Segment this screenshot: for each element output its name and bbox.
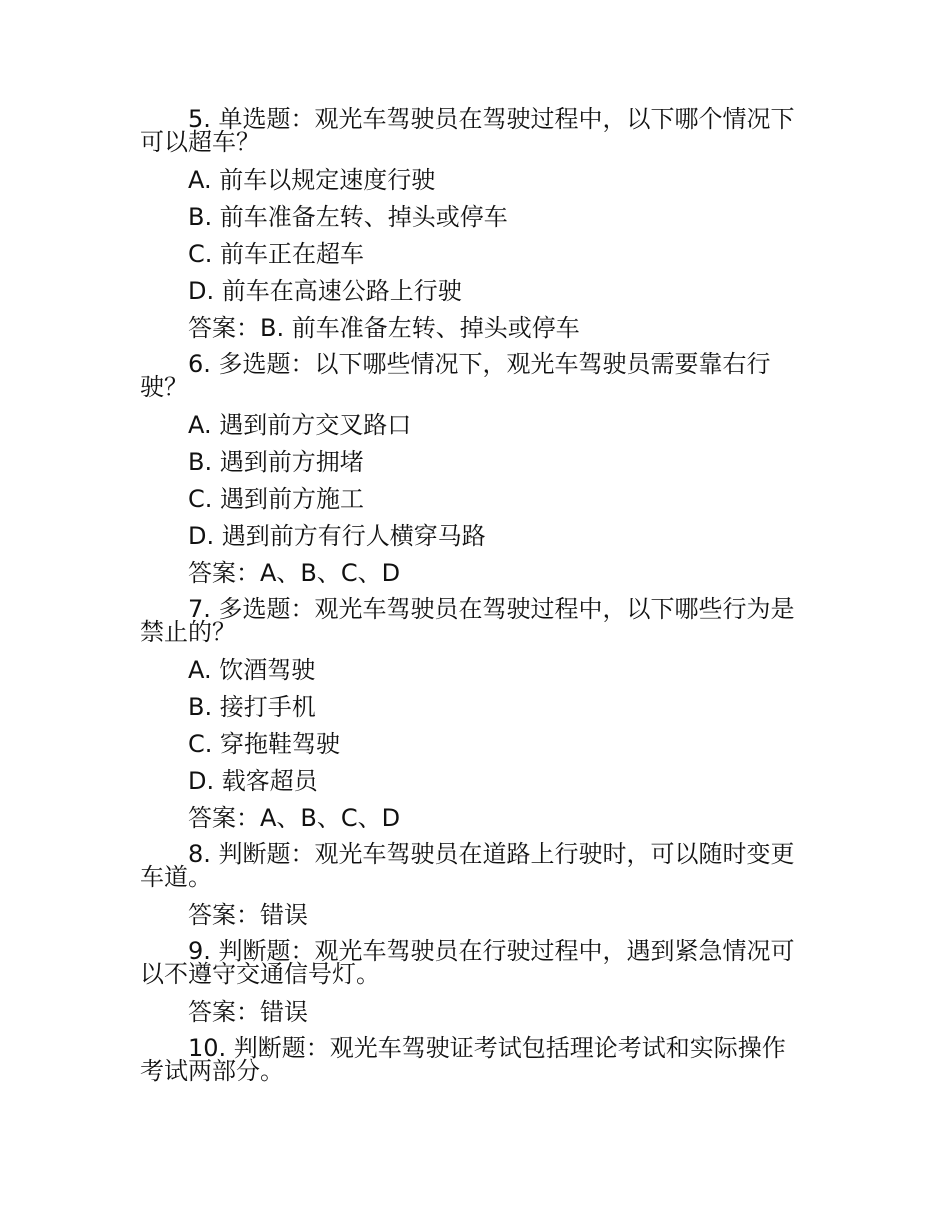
question-5-option-a: A. 前车以规定速度行驶 (188, 166, 436, 194)
question-8-title (140, 840, 820, 891)
question-title-line: 6. 多选题：以下哪些情况下，观光车驾驶员需要靠右行 (188, 350, 771, 378)
question-7-option-d: D. 载客超员 (188, 767, 318, 795)
question-5-title (140, 105, 820, 156)
question-title-line: 7. 多选题：观光车驾驶员在驾驶过程中，以下哪些行为是 (188, 595, 795, 623)
question-title-line: 5. 单选题：观光车驾驶员在驾驶过程中，以下哪个情况下 (188, 105, 795, 133)
question-6-answer: 答案：A、B、C、D (188, 559, 401, 587)
question-title-continuation: 车道。 (140, 863, 212, 891)
question-5-option-b: B. 前车准备左转、掉头或停车 (188, 203, 508, 231)
question-5-option-d: D. 前车在高速公路上行驶 (188, 277, 462, 305)
question-6-title (140, 350, 820, 401)
question-6-option-d: D. 遇到前方有行人横穿马路 (188, 522, 486, 550)
question-9-title (140, 937, 820, 988)
question-title-continuation: 禁止的？ (140, 618, 236, 646)
question-title-line: 8. 判断题：观光车驾驶员在道路上行驶时，可以随时变更 (188, 840, 795, 868)
question-title-continuation: 以不遵守交通信号灯。 (140, 960, 380, 988)
question-8-answer: 答案：错误 (188, 901, 308, 929)
question-title-continuation: 可以超车？ (140, 128, 260, 156)
question-5-answer: 答案：B. 前车准备左转、掉头或停车 (188, 314, 580, 342)
question-7-option-b: B. 接打手机 (188, 693, 316, 721)
question-title-line: 9. 判断题：观光车驾驶员在行驶过程中，遇到紧急情况可 (188, 937, 795, 965)
question-5-option-c: C. 前车正在超车 (188, 240, 365, 268)
question-7-title (140, 595, 820, 646)
question-title-line: 10. 判断题：观光车驾驶证考试包括理论考试和实际操作 (188, 1034, 786, 1062)
question-title-continuation: 驶？ (140, 373, 188, 401)
question-7-option-a: A. 饮酒驾驶 (188, 656, 316, 684)
question-6-option-c: C. 遇到前方施工 (188, 485, 365, 513)
question-9-answer: 答案：错误 (188, 998, 308, 1026)
question-title-continuation: 考试两部分。 (140, 1057, 284, 1085)
question-6-option-b: B. 遇到前方拥堵 (188, 448, 364, 476)
question-6-option-a: A. 遇到前方交叉路口 (188, 411, 412, 439)
question-7-answer: 答案：A、B、C、D (188, 804, 401, 832)
question-7-option-c: C. 穿拖鞋驾驶 (188, 730, 341, 758)
question-10-title (140, 1034, 820, 1085)
